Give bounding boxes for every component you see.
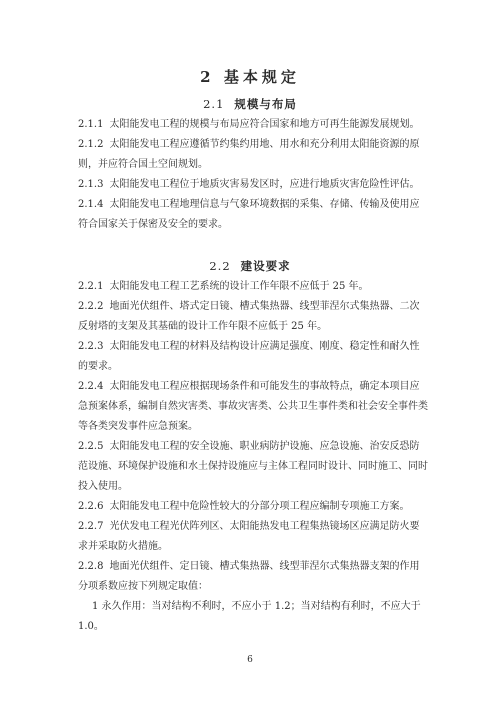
- clause-2-2-7: [78, 517, 428, 557]
- clause-2-2-3: [78, 337, 428, 377]
- section-heading: 规模与布局: [234, 97, 297, 111]
- clause-text: 太阳能发电工程的规模与布局应符合国家和地方可再生能源发展规划。: [109, 119, 420, 130]
- clause-number: 2.1.3: [78, 179, 104, 190]
- clause-text: 求并采取防火措施。: [78, 541, 168, 552]
- clause-text: 分项系数应按下列规定取值：: [78, 581, 208, 592]
- clause-2-2-1: [78, 277, 428, 297]
- clause-number: 2.2.2: [78, 301, 104, 312]
- clause-number: 2.1.4: [78, 199, 104, 210]
- clause-text: 太阳能发电工程应遵循节约集约用地、用水和充分利用太阳能资源的原: [109, 139, 420, 150]
- clause-number: 2.2.8: [78, 561, 104, 572]
- clause-text: 太阳能发电工程工艺系统的设计工作年限不应低于 25 年。: [109, 281, 369, 292]
- list-item-text: 1 永久作用：当对结构不利时，不应小于 1.2；当对结构有利时，不应大于: [92, 601, 421, 612]
- chapter-title: 2 基本规定: [200, 68, 300, 86]
- clause-text: 太阳能发电工程的安全设施、职业病防护设施、应急设施、治安反恐防: [109, 441, 420, 452]
- clause-text: 太阳能发电工程位于地质灾害易发区时，应进行地质灾害危险性评估。: [109, 179, 420, 190]
- clause-text: 急预案体系，编制自然灾害类、事故灾害类、公共卫生事件类和社会安全事件类: [78, 401, 428, 412]
- clause-text: 等各类突发事件应急预案。: [78, 421, 198, 432]
- clause-number: 2.1.2: [78, 139, 104, 150]
- clause-text: 地面光伏组件、定日镜、槽式集热器、线型菲涅尔式集热器支架的作用: [109, 561, 420, 572]
- section-title-2-1: [0, 96, 500, 112]
- clause-number: 2.2.4: [78, 381, 104, 392]
- section-number: 2.1: [203, 97, 225, 111]
- clause-2-2-8: [78, 557, 428, 597]
- clause-text: 则，并应符合国土空间规划。: [78, 159, 208, 170]
- section-heading: 建设要求: [240, 259, 291, 273]
- list-item-text: 1.0。: [78, 621, 104, 632]
- clause-number: 2.2.7: [78, 521, 104, 532]
- clause-text: 范设施、环境保护设施和水土保持设施应与主体工程同时设计、同时施工、同时: [78, 461, 428, 472]
- clause-text: 符合国家关于保密及安全的要求。: [78, 219, 228, 230]
- clause-number: 2.2.6: [78, 501, 104, 512]
- clause-2-2-2: [78, 297, 428, 337]
- clause-number: 2.2.1: [78, 281, 104, 292]
- clause-text: 太阳能发电工程地理信息与气象环境数据的采集、存储、传输及使用应: [109, 199, 420, 210]
- clause-text: 太阳能发电工程应根据现场条件和可能发生的事故特点，确定本项目应: [109, 381, 420, 392]
- clause-text: 反射塔的支架及其基础的设计工作年限不应低于 25 年。: [78, 321, 328, 332]
- list-item-1: [92, 597, 428, 617]
- page-number: 6: [247, 655, 253, 665]
- clause-2-1-4: [78, 195, 428, 235]
- section-number: 2.2: [209, 259, 231, 273]
- clause-text: 太阳能发电工程的材料及结构设计应满足强度、刚度、稳定性和耐久性: [109, 341, 420, 352]
- clause-2-1-2: [78, 135, 428, 175]
- clause-2-2-4: [78, 377, 428, 437]
- clause-text: 地面光伏组件、塔式定日镜、槽式集热器、线型菲涅尔式集热器、二次: [109, 301, 420, 312]
- clause-number: 2.2.3: [78, 341, 104, 352]
- clause-2-2-5: [78, 437, 428, 497]
- list-item-1-continuation: [78, 617, 428, 637]
- clause-2-1-1: [78, 115, 428, 135]
- section-title-2-2: [0, 258, 500, 274]
- clause-text: 太阳能发电工程中危险性较大的分部分项工程应编制专项施工方案。: [109, 501, 410, 512]
- clause-2-1-3: [78, 175, 428, 195]
- clause-text: 光伏发电工程光伏阵列区、太阳能热发电工程集热镜场区应满足防火要: [109, 521, 420, 532]
- clause-number: 2.2.5: [78, 441, 104, 452]
- clause-text: 的要求。: [78, 361, 118, 372]
- clause-2-2-6: [78, 497, 428, 517]
- clause-text: 投入使用。: [78, 481, 128, 492]
- clause-number: 2.1.1: [78, 119, 104, 130]
